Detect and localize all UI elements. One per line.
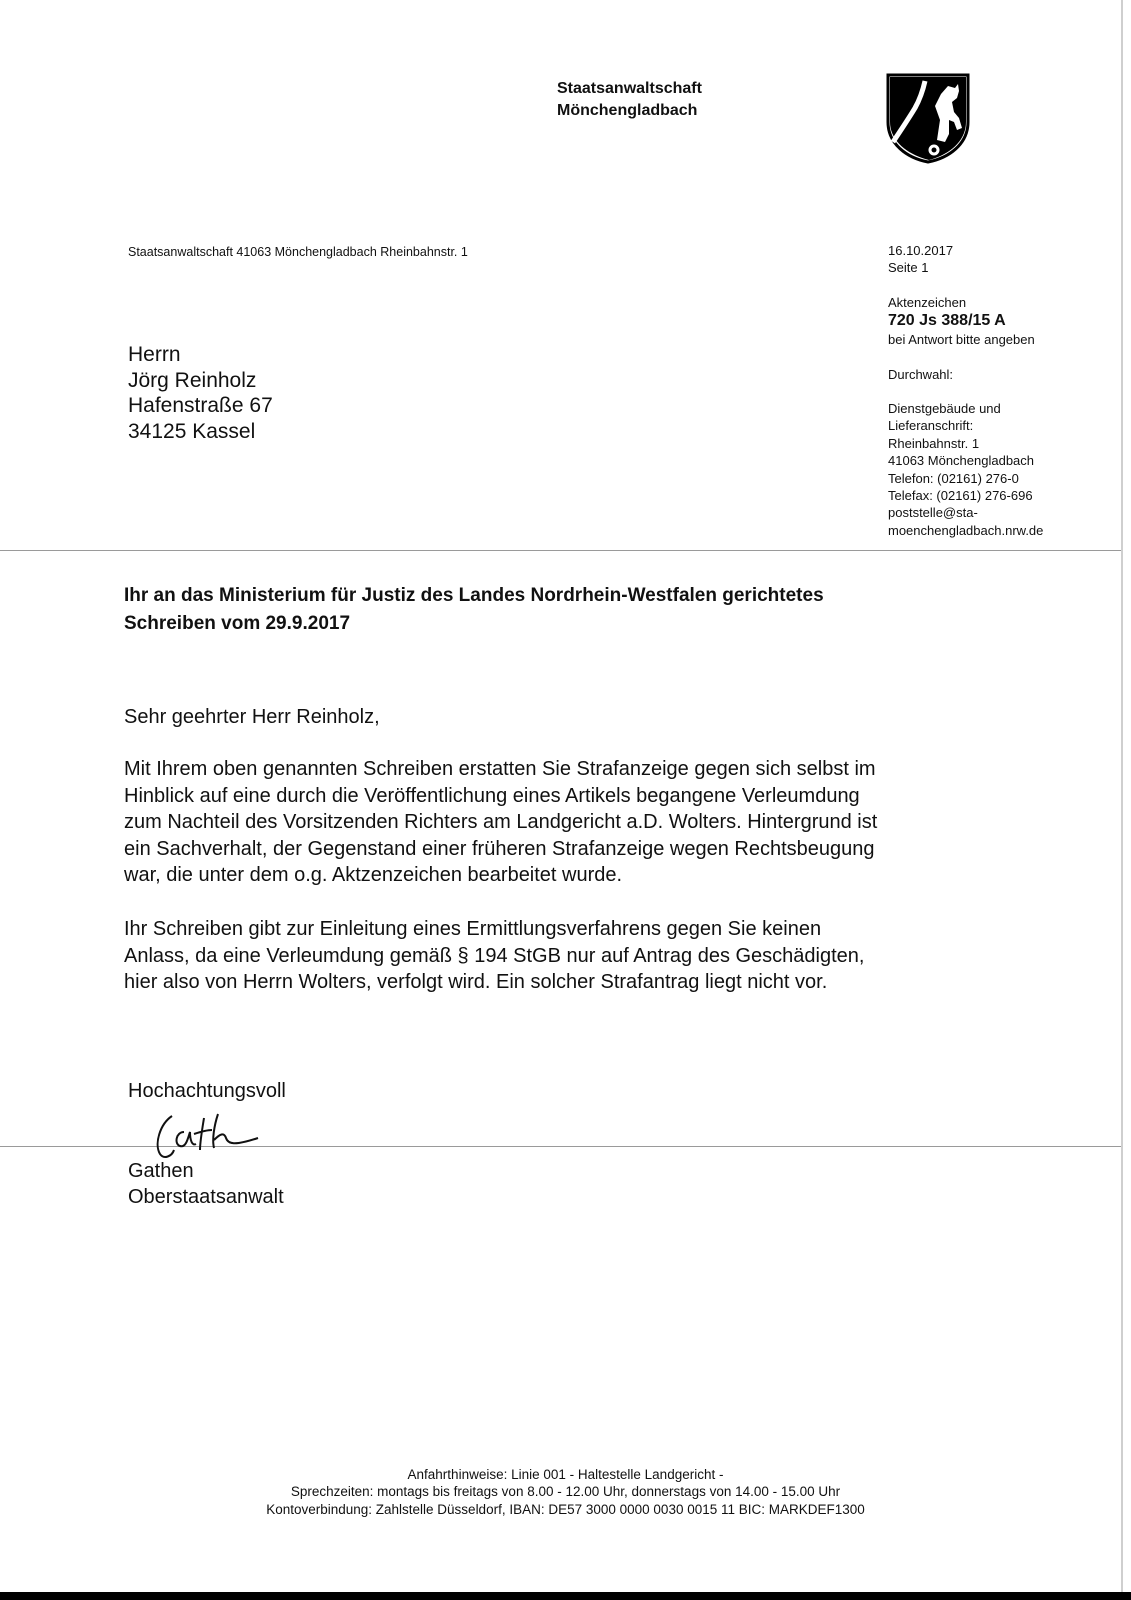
signer-name: Gathen [128, 1160, 194, 1182]
authority-name [557, 78, 702, 122]
footer-bank-details: Kontoverbindung: Zahlstelle Düsseldorf, IBAN: DE57 3000 0000 0030 0015 11 BIC: MARKDEF1300 [266, 1501, 865, 1517]
paragraph-line: hier also von Herrn Wolters, verfolgt wird. Ein solcher Strafantrag liegt nicht vor. [124, 971, 828, 993]
return-address: Staatsanwaltschaft 41063 Mönchengladbach Rheinbahnstr. 1 [128, 245, 468, 259]
page-number: Seite 1 [888, 260, 929, 276]
footer-office-hours: Sprechzeiten: montags bis freitags von 8.00 - 12.00 Uhr, donnerstags von 14.00 - 15.00 Uhr [290, 1484, 841, 1500]
office-email-1: poststelle@sta- [888, 505, 978, 521]
recipient-name: Jörg Reinholz [128, 368, 257, 392]
file-ref-label: Aktenzeichen [888, 294, 967, 310]
paragraph-line: Hinblick auf eine durch die Veröffentlichung eines Artikels begangene Verleumdung [124, 784, 860, 807]
nrw-coat-of-arms-icon [885, 72, 971, 164]
paragraph-line: Mit Ihrem oben genannten Schreiben erstatten Sie Strafanzeige gegen sich selbst im [124, 758, 876, 780]
office-phone: Telefon: (02161) 276-0 [888, 470, 1019, 486]
letter-date: 16.10.2017 [888, 243, 954, 258]
direct-dial-label: Durchwahl: [888, 366, 954, 382]
greeting: Sehr geehrter Herr Reinholz, [124, 706, 380, 728]
paragraph-line: ein Sachverhalt, der Gegenstand einer früheren Strafanzeige wegen Rechtsbeugung [124, 837, 875, 860]
paragraph-line: Anlass, da eine Verleumdung gemäß § 194 StGB nur auf Antrag des Geschädigten, [124, 944, 865, 967]
authority-line-2: Mönchengladbach [557, 102, 698, 119]
letter-footer [0, 1466, 1131, 1518]
subject-line-1: Ihr an das Ministerium für Justiz des Landes Nordrhein-Westfalen gerichtetes [124, 585, 824, 606]
body-paragraph-1 [124, 756, 1004, 889]
office-street: Rheinbahnstr. 1 [888, 435, 980, 451]
recipient-city: 34125 Kassel [128, 419, 256, 443]
valediction: Hochachtungsvoll [128, 1080, 286, 1102]
scan-edge-right [1121, 0, 1123, 1600]
office-label-1: Dienstgebäude und [888, 401, 1001, 417]
recipient-salutation: Herrn [128, 343, 181, 366]
office-label-2: Lieferanschrift: [888, 418, 974, 434]
info-sidebar [888, 242, 1103, 539]
fold-line-top [0, 550, 1121, 551]
recipient-street: Hafenstraße 67 [128, 394, 273, 417]
paragraph-line: zum Nachteil des Vorsitzenden Richters am Landgericht a.D. Wolters. Hintergrund ist [124, 811, 878, 833]
authority-line-1: Staatsanwaltschaft [557, 80, 702, 97]
office-city: 41063 Mönchengladbach [888, 453, 1035, 469]
office-fax: Telefax: (02161) 276-696 [888, 488, 1033, 504]
footer-directions: Anfahrthinweise: Linie 001 - Haltestelle Landgericht - [407, 1467, 724, 1482]
office-email-2: moenchengladbach.nrw.de [888, 522, 1044, 538]
subject-line [124, 582, 1004, 638]
handwritten-signature [150, 1110, 270, 1162]
body-paragraph-2 [124, 916, 1004, 996]
file-ref-note: bei Antwort bitte angeben [888, 332, 1035, 348]
scan-edge-bottom [0, 1592, 1131, 1600]
paragraph-line: Ihr Schreiben gibt zur Einleitung eines Ermittlungsverfahrens gegen Sie keinen [124, 918, 822, 940]
file-reference: 720 Js 388/15 A [888, 312, 1006, 330]
paragraph-line: war, die unter dem o.g. Aktzenzeichen bearbeitet wurde. [124, 864, 623, 886]
signer-title: Oberstaatsanwalt [128, 1186, 284, 1208]
recipient-address [128, 342, 273, 444]
subject-line-2: Schreiben vom 29.9.2017 [124, 613, 351, 634]
